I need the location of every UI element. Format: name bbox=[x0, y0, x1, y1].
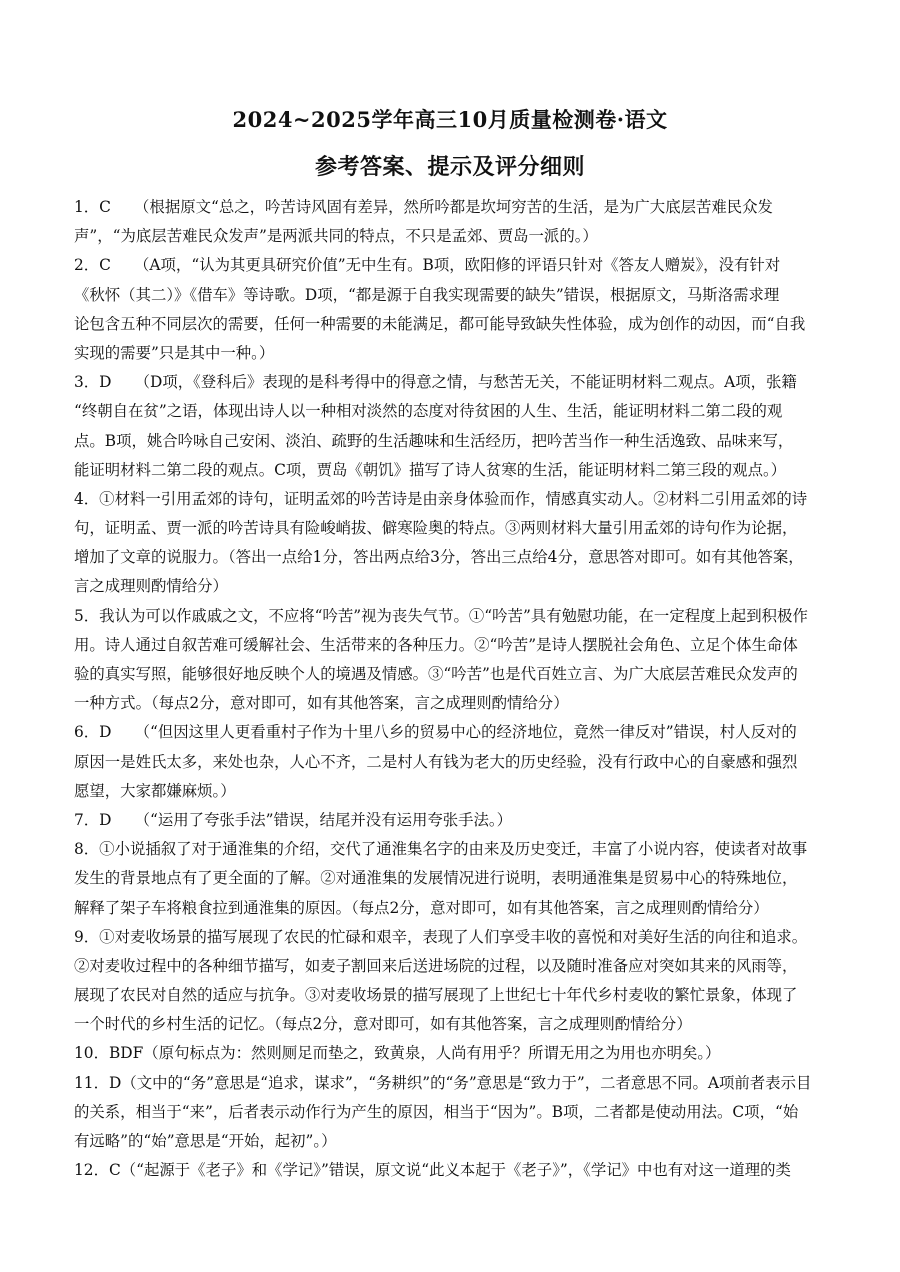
answer-line: 12．C（“起源于《老子》和《学记》”错误，原文说“此义本起于《老子》”，《学记》中也有对这一道理的类 bbox=[74, 1161, 791, 1180]
answer-line: 发生的背景地点有了更全面的了解。②对通淮集的发展情况进行说明，表明通淮集是贸易中心的特殊地位， bbox=[74, 869, 798, 888]
answer-line: 一种方式。（每点2分，意对即可，如有其他答案，言之成理则酌情给分） bbox=[74, 694, 569, 713]
answer-line: 5．我认为可以作戚戚之文，不应将“吟苦”视为丧失气节。①“吟苦”具有勉慰功能，在一定程度上起到积极作 bbox=[74, 606, 808, 625]
answer-line: 实现的需要”只是其中一种。） bbox=[74, 343, 275, 362]
answer-line: 《秋怀（其二）》《借车》等诗歌。D项，“都是源于自我实现需要的缺失”错误，根据原文，马斯洛需求理 bbox=[74, 285, 780, 304]
answer-item bbox=[74, 718, 834, 806]
answer-list bbox=[74, 193, 834, 1185]
answer-line: 解释了架子车将粮食拉到通淮集的原因。（每点2分，意对即可，如有其他答案，言之成理则酌情给分） bbox=[74, 898, 769, 917]
answer-line: 展现了农民对自然的适应与抗争。③对麦收场景的描写展现了上世纪七十年代乡村麦收的繁忙景象，体现了 bbox=[74, 986, 798, 1005]
answer-line: 一个时代的乡村生活的记忆。（每点2分，意对即可，如有其他答案，言之成理则酌情给分） bbox=[74, 1015, 692, 1034]
answer-item bbox=[74, 1156, 834, 1185]
answer-line: 6．D （“但因这里人更看重村子作为十里八乡的贸易中心的经济地位，竟然一律反对”错误，村人反对的 bbox=[74, 723, 797, 742]
answer-line: 11．D（文中的“务”意思是“追求，谋求”，“务耕织”的“务”意思是“致力于”，二者意思不同。A项前者表示目 bbox=[74, 1073, 812, 1092]
answer-line: 言之成理则酌情给分） bbox=[74, 577, 228, 596]
answer-line: 1．C （根据原文“总之，吟苦诗风固有差异，然所吟都是坎坷穷苦的生活，是为广大底层苦难民众发 bbox=[74, 198, 773, 216]
answer-item bbox=[74, 193, 834, 251]
answer-line: 7．D （“运用了夸张手法”错误，结尾并没有运用夸张手法。） bbox=[74, 810, 513, 829]
answer-line: 论包含五种不同层次的需要，任何一种需要的未能满足，都可能导致缺失性体验，成为创作的动因，而“自我 bbox=[74, 314, 806, 333]
answer-item bbox=[74, 1039, 834, 1068]
answer-line: 8．①小说插叙了对于通淮集的介绍，交代了通淮集名字的由来及历史变迁，丰富了小说内容，使读者对故事 bbox=[74, 840, 808, 859]
answer-item bbox=[74, 485, 834, 602]
answer-line: 的关系，相当于“来”，后者表示动作行为产生的原因，相当于“因为”。B项，二者都是使动用法。C项，“始 bbox=[74, 1102, 799, 1121]
answer-item bbox=[74, 1069, 834, 1157]
answer-item bbox=[74, 251, 834, 368]
answer-line: ②对麦收过程中的各种细节描写，如麦子割回来后送进场院的过程，以及随时准备应对突如其来的风雨等， bbox=[74, 956, 798, 975]
answer-item bbox=[74, 923, 834, 1040]
answer-item bbox=[74, 602, 834, 719]
answer-line: 愿望，大家都嫌麻烦。） bbox=[74, 781, 236, 800]
document-title: 2024~2025学年高三10月质量检测卷·语文 bbox=[232, 107, 668, 132]
answer-item bbox=[74, 835, 834, 923]
answer-line: 验的真实写照，能够很好地反映个人的境遇及情感。③“吟苦”也是代百姓立言、为广大底层苦难民众发声的 bbox=[74, 665, 798, 683]
answer-line: 10．BDF（原句标点为：然则厕足而垫之，致黄泉，人尚有用乎？所谓无用之为用也亦明矣。） bbox=[74, 1044, 721, 1063]
answer-line: 声”，“为底层苦难民众发声”是两派共同的特点，不只是孟郊、贾岛一派的。） bbox=[74, 227, 598, 246]
document-subtitle: 参考答案、提示及评分细则 bbox=[314, 154, 585, 180]
answer-line: 3．D （D项，《登科后》表现的是科考得中的得意之情，与愁苦无关，不能证明材料二观点。A项，张籍 bbox=[74, 373, 797, 392]
answer-line: 2．C （A项，“认为其更具研究价值”无中生有。B项，欧阳修的评语只针对《答友人赠炭》，没有针对 bbox=[74, 256, 781, 275]
answer-line: “终朝自在贫”之语，体现出诗人以一种相对淡然的态度对待贫困的人生、生活，能证明材料二第二段的观 bbox=[74, 402, 783, 421]
answer-item bbox=[74, 368, 834, 485]
answer-line: 增加了文章的说服力。（答出一点给1分，答出两点给3分，答出三点给4分，意思答对即可。如有其他答案， bbox=[74, 548, 804, 567]
answer-line: 能证明材料二第二段的观点。C项，贾岛《朝饥》描写了诗人贫寒的生活，能证明材料二第三段的观点。） bbox=[74, 460, 787, 479]
answer-line: 有远略”的“始”意思是“开始，起初”。） bbox=[74, 1132, 337, 1150]
answer-line: 句，证明孟、贾一派的吟苦诗具有险峻峭拔、僻寒险奥的特点。③两则材料大量引用孟郊的诗句作为论据， bbox=[74, 519, 798, 538]
answer-item bbox=[74, 806, 834, 835]
answer-line: 点。B项，姚合吟咏自己安闲、淡泊、疏野的生活趣味和生活经历，把吟苦当作一种生活逸致、品味来写， bbox=[74, 431, 794, 450]
answer-line: 用。诗人通过自叙苦难可缓解社会、生活带来的各种压力。②“吟苦”是诗人摆脱社会角色、立足个体生命体 bbox=[74, 635, 798, 654]
answer-line: 9．①对麦收场景的描写展现了农民的忙碌和艰辛，表现了人们享受丰收的喜悦和对美好生活的向往和追求。 bbox=[74, 927, 808, 946]
answer-line: 4．①材料一引用孟郊的诗句，证明孟郊的吟苦诗是由亲身体验而作，情感真实动人。②材料二引用孟郊的诗 bbox=[74, 489, 808, 508]
answer-line: 原因一是姓氏太多，来处也杂，人心不齐，二是村人有钱为老大的历史经验，没有行政中心的自豪感和强烈 bbox=[74, 752, 798, 771]
